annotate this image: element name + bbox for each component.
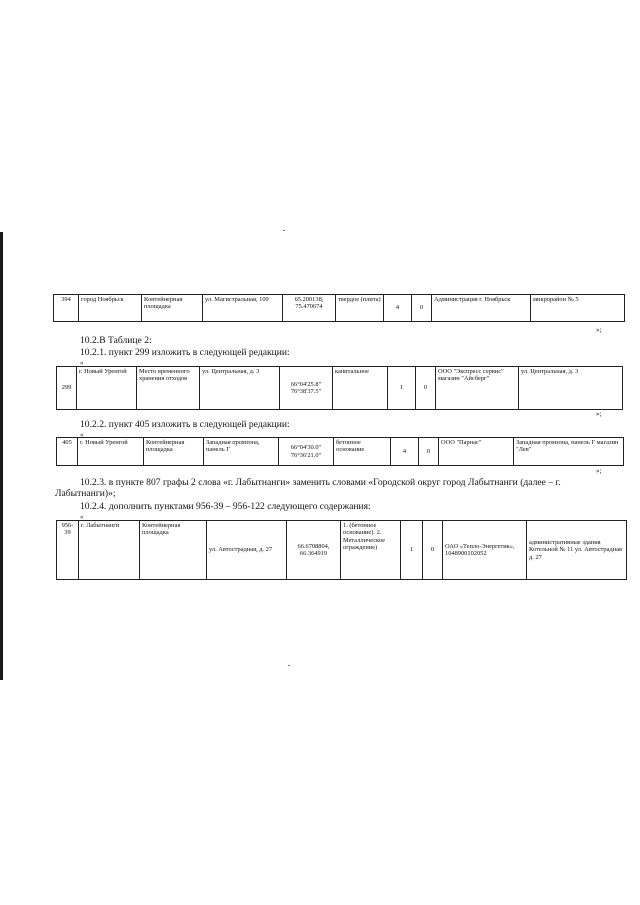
paragraph-10-2-4: 10.2.4. дополнить пунктами 956-39 – 956-122 следующего содержания:	[80, 501, 371, 512]
cell-number: 394	[54, 295, 79, 322]
cell-surface: капитальное	[333, 367, 388, 410]
scan-edge-mark	[0, 232, 3, 680]
cell-bunkers: 0	[423, 521, 443, 580]
table-row-956-39	[56, 520, 627, 580]
paragraph-10-2: 10.2.В Таблице 2:	[80, 335, 152, 346]
cell-city: г. Новый Уренгой	[78, 438, 144, 466]
cell-city: г. Лабытнанги	[79, 521, 140, 580]
scan-speck	[283, 230, 285, 231]
paragraph-10-2-3: 10.2.3. в пункте 807 графы 2 слова «г. Лабытнанги» заменить словами «Городской округ город Лабытнанги (далее – г. Лабытнанги)»;	[55, 477, 561, 499]
opening-quote: «	[80, 431, 84, 439]
cell-type: Место временного хранения отходов	[137, 367, 200, 410]
opening-quote: «	[80, 359, 84, 367]
table-row-405	[56, 437, 624, 466]
table-row-299	[56, 366, 623, 410]
cell-coords: 66°04'30.0" 76°36'21.0"	[279, 438, 334, 466]
closing-quote: »;	[596, 410, 602, 418]
cell-number: 405	[57, 438, 78, 466]
cell-coords: 66.6708804, 66.364919	[287, 521, 341, 580]
cell-type: Контейнерная площадка	[144, 438, 204, 466]
paragraph-10-2-1: 10.2.1. пункт 299 изложить в следующей редакции:	[80, 347, 290, 358]
cell-owner: ОАО «Тепло-Энергетик», 1048900102052	[443, 521, 527, 580]
scan-speck	[288, 665, 290, 666]
cell-surface: бетонное основание	[334, 438, 391, 466]
cell-bunkers: 0	[416, 367, 436, 410]
cell-type: Контейнерная площадка	[140, 521, 207, 580]
closing-quote: »;	[596, 467, 602, 475]
cell-served: микрорайон № 5	[531, 295, 625, 322]
cell-number: 956-39	[57, 521, 79, 580]
cell-containers: 1	[388, 367, 416, 410]
cell-served: административные здания Котельной № 11 ул. Автострадная д. 27	[527, 521, 627, 580]
cell-served: Западная промзона, панель Г магазин "Лев"	[514, 438, 624, 466]
cell-owner: ООО "Экспресс сервис" магазин "Айсберг"	[436, 367, 519, 410]
paragraph-10-2-2: 10.2.2. пункт 405 изложить в следующей редакции:	[80, 419, 290, 430]
opening-quote: «	[80, 513, 84, 521]
cell-city: г. Новый Уренгой	[77, 367, 137, 410]
cell-address: ул. Центральная, д. 3	[200, 367, 280, 410]
cell-address: Западная промзона, панель Г	[204, 438, 279, 466]
cell-bunkers: 0	[412, 295, 432, 322]
cell-bunkers: 0	[419, 438, 439, 466]
cell-number: 299	[57, 367, 77, 410]
cell-served: ул. Центральная, д. 3	[519, 367, 623, 410]
cell-city: город Ноябрьск	[79, 295, 142, 322]
cell-owner: Администрация г. Ноябрьск	[432, 295, 531, 322]
closing-quote: »;	[596, 326, 602, 334]
cell-surface: твердое (плита)	[336, 295, 384, 322]
cell-coords: 66°04'25.8" 76°38'37.5"	[280, 367, 333, 410]
cell-containers: 4	[384, 295, 412, 322]
cell-address: ул. Автострадная, д. 27	[207, 521, 287, 580]
cell-surface: 1. (бетонное основание). 2. Металлическое ограждение)	[341, 521, 401, 580]
cell-coords: 65.200138, 75.470674	[283, 295, 336, 322]
cell-owner: ООО "Парнас"	[439, 438, 514, 466]
table-row-394	[53, 294, 625, 322]
cell-containers: 1	[401, 521, 423, 580]
cell-type: Контейнерная площадка	[142, 295, 203, 322]
cell-containers: 4	[391, 438, 419, 466]
cell-address: ул. Магистральная, 109	[203, 295, 283, 322]
